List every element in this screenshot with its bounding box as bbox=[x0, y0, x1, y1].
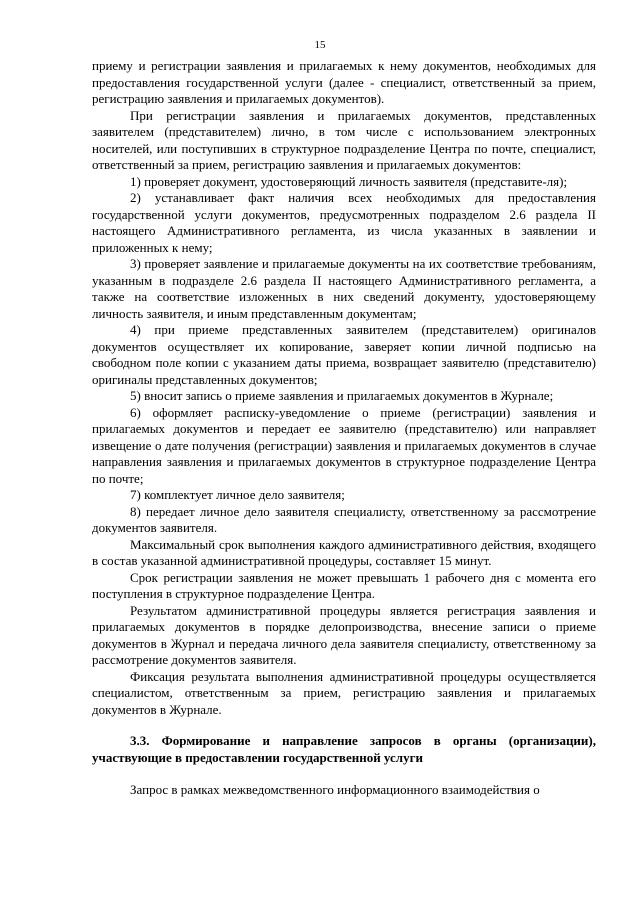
paragraph: Максимальный срок выполнения каждого административного действия, входящего в состав указанной административной процедуры, составляет 15 минут. bbox=[92, 536, 596, 568]
list-item: 5) вносит запись о приеме заявления и прилагаемых документов в Журнале; bbox=[130, 388, 554, 403]
list-item: 4) при приеме представленных заявителем (представителем) оригиналов документов осуществляет их копирование, заверяет копии личной подписью на свободном поле копии с указанием даты приема, возвращает заявителю (представителю) оригиналы представленных документов; bbox=[92, 322, 596, 387]
document-body bbox=[92, 58, 596, 799]
list-item: 6) оформляет расписку-уведомление о приеме (регистрации) заявления и прилагаемых документов и передает ее заявителю (представителю) или направляет извещение о дате получения (регистрации) заявления и прилагаемых документов в случае направления заявления и прилагаемых документов в структурное подразделение Центра по почте; bbox=[92, 404, 596, 486]
paragraph: Результатом административной процедуры является регистрация заявления и прилагаемых документов в порядке делопроизводства, внесение записи о приеме документов в Журнал и передача личного дела заявителя специалисту, ответственному за рассмотрение документов заявителя. bbox=[92, 602, 596, 667]
paragraph: Фиксация результата выполнения административной процедуры осуществляется специалистом, ответственным за прием, регистрацию заявления и прилагаемых документов в Журнале. bbox=[92, 668, 596, 717]
list-item: 2) устанавливает факт наличия всех необходимых для предоставления государственной услуги документов, предусмотренных подразделом 2.6 раздела II настоящего Административного регламента, из числа указанных в заявлении и приложенных к нему; bbox=[92, 190, 596, 255]
page-number: 15 bbox=[314, 39, 326, 51]
paragraph: Запрос в рамках межведомственного информационного взаимодействия о bbox=[130, 782, 540, 797]
list-item: 7) комплектует личное дело заявителя; bbox=[130, 487, 345, 502]
list-item: 3) проверяет заявление и прилагаемые документы на их соответствие требованиям, указанным в подразделе 2.6 раздела II настоящего Административного регламента, а также на соответствие изложенных в них сведений документу, удостоверяющему личность заявителя, и иным представленным документам; bbox=[92, 256, 596, 321]
paragraph: Срок регистрации заявления не может превышать 1 рабочего дня с момента его поступления в структурное подразделение Центра. bbox=[92, 569, 596, 601]
list-item: 8) передает личное дело заявителя специалисту, ответственному за рассмотрение документов заявителя. bbox=[92, 503, 596, 535]
paragraph: приему и регистрации заявления и прилагаемых к нему документов, необходимых для предоставления государственной услуги (далее - специалист, ответственный за прием, регистрацию заявления и прилагаемых документов). bbox=[92, 58, 596, 106]
section-heading: 3.3. Формирование и направление запросов в органы (организации), участвующие в предоставлении государственной услуги bbox=[92, 733, 596, 765]
list-item: 1) проверяет документ, удостоверяющий личность заявителя (представите-ля); bbox=[130, 173, 568, 189]
paragraph: При регистрации заявления и прилагаемых документов, представленных заявителем (представителем) лично, в том числе с использованием электронных носителей, или поступивших в структурное подразделение Центра по почте, специалист, ответственный за прием, регистрацию заявления и прилагаемых документов: bbox=[92, 107, 596, 172]
